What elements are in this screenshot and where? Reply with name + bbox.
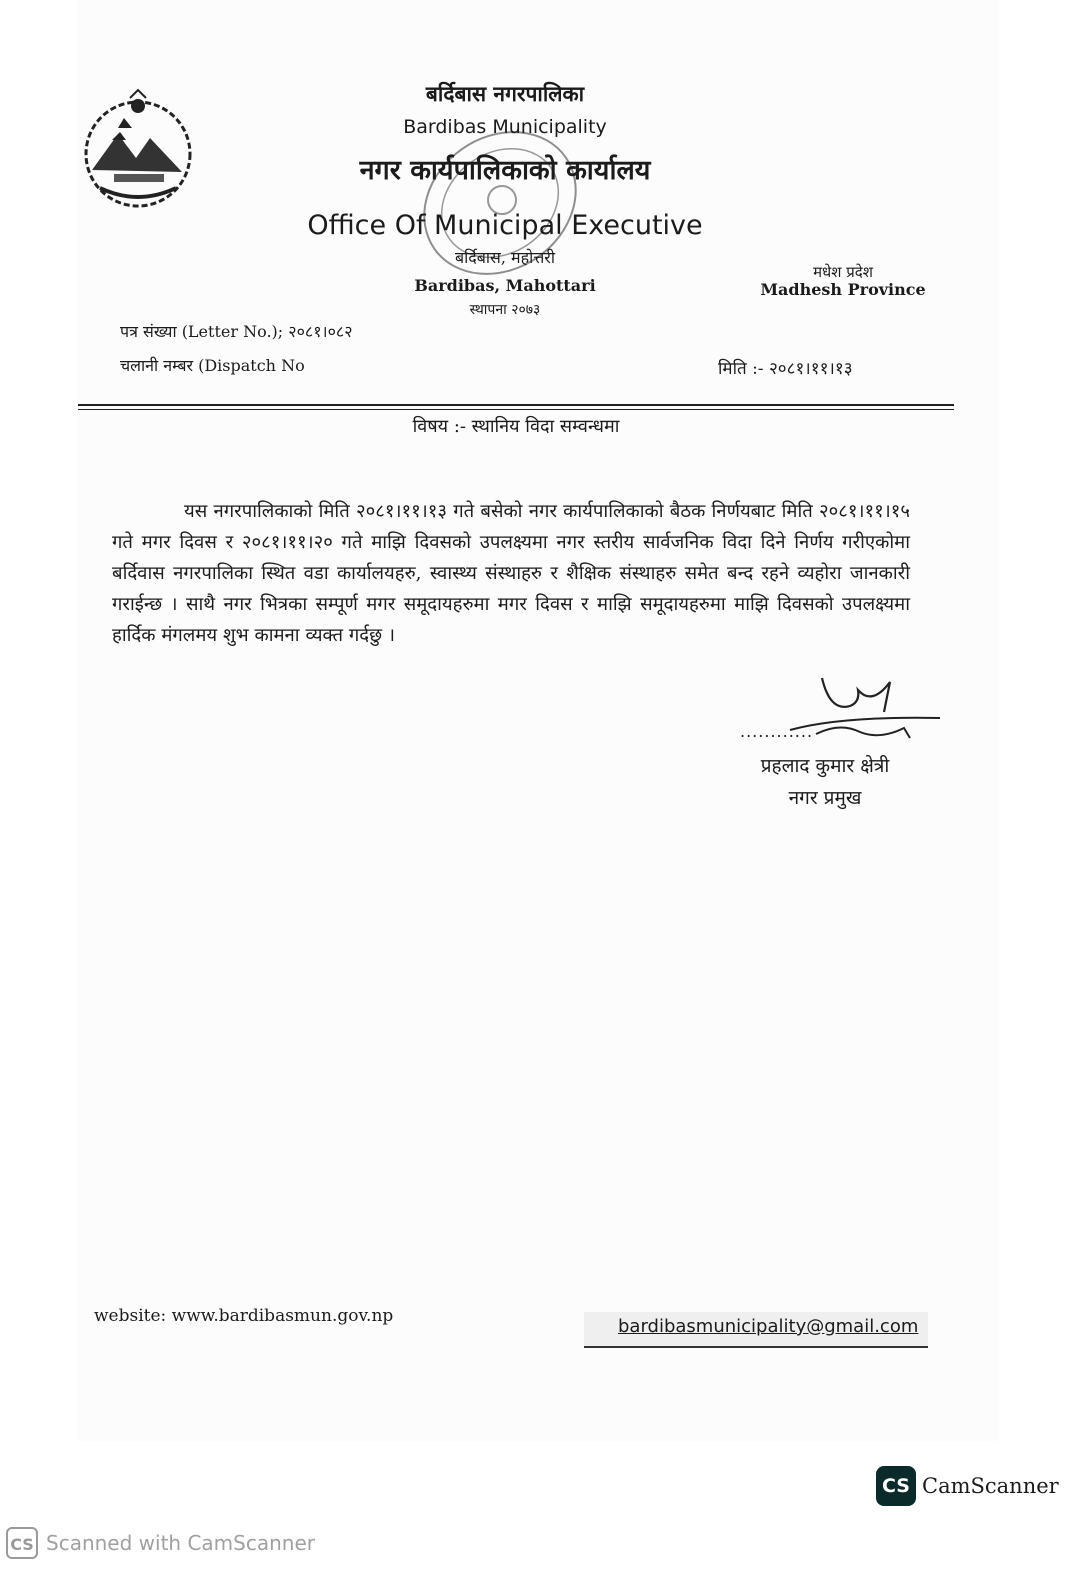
signatory-title: नगर प्रमुख xyxy=(788,787,862,809)
municipality-name-english: Bardibas Municipality xyxy=(403,116,607,138)
province-nepali: मधेश प्रदेश xyxy=(813,263,873,281)
header-divider xyxy=(78,404,954,406)
office-name-nepali: नगर कार्यपालिकाको कार्यालय xyxy=(359,155,651,186)
camscanner-brand: CamScanner xyxy=(922,1474,1059,1498)
header-divider-thin xyxy=(78,409,954,410)
address-nepali: बर्दिबास, महोत्तरी xyxy=(455,248,555,267)
camscanner-logo-icon: CS xyxy=(876,1466,916,1506)
address-english: Bardibas, Mahottari xyxy=(414,276,596,295)
letter-body: यस नगरपालिकाको मिति २०८१।११।१३ गते बसेको नगर कार्यपालिकाको बैठक निर्णयबाट मिति २०८१।११।१५ गते मगर दिवस र २०८१।११।२० गते माझि दिवसको उपलक्ष्यमा नगर स्तरीय सार्वजनिक विदा दिने निर्णय गरीएकोमा बर्दिवास नगरपालिका स्थित वडा कार्यालयहरु, स्वास्थ्य संस्थाहरु र शैक्षिक संस्थाहरु समेत बन्द रहने व्यहोरा जानकारी गराईन्छ । साथै नगर भित्रका सम्पूर्ण मगर समूदायहरुमा मगर दिवस र माझि समूदायहरुमा माझि दिवसको उपलक्ष्यमा हार्दिक मंगलमय शुभ कामना व्यक्त गर्दछु । xyxy=(112,501,910,646)
nepal-emblem-icon xyxy=(78,88,198,214)
letter-date: मिति :- २०८१।११।१३ xyxy=(718,359,853,379)
letter-number: पत्र संख्या (Letter No.); २०८१।०८२ xyxy=(120,322,353,341)
office-name-english: Office Of Municipal Executive xyxy=(307,210,703,241)
province-english: Madhesh Province xyxy=(760,280,926,299)
signatory-name: प्रहलाद कुमार क्षेत्री xyxy=(760,755,890,777)
scanner-watermark: Scanned with CamScanner xyxy=(46,1531,315,1555)
letter-subject: विषय :- स्थानिय विदा सम्वन्धमा xyxy=(412,416,620,437)
camscanner-badge-icon: CS xyxy=(6,1527,38,1559)
email-address: bardibasmunicipality@gmail.com xyxy=(618,1316,919,1337)
established-year: स्थापना २०७३ xyxy=(469,302,541,318)
signature-line: ............ xyxy=(740,722,814,741)
municipality-name-nepali: बर्दिबास नगरपालिका xyxy=(425,81,585,106)
website-text: website: www.bardibasmun.gov.np xyxy=(94,1306,394,1326)
dispatch-number: चलानी नम्बर (Dispatch No xyxy=(120,356,305,375)
